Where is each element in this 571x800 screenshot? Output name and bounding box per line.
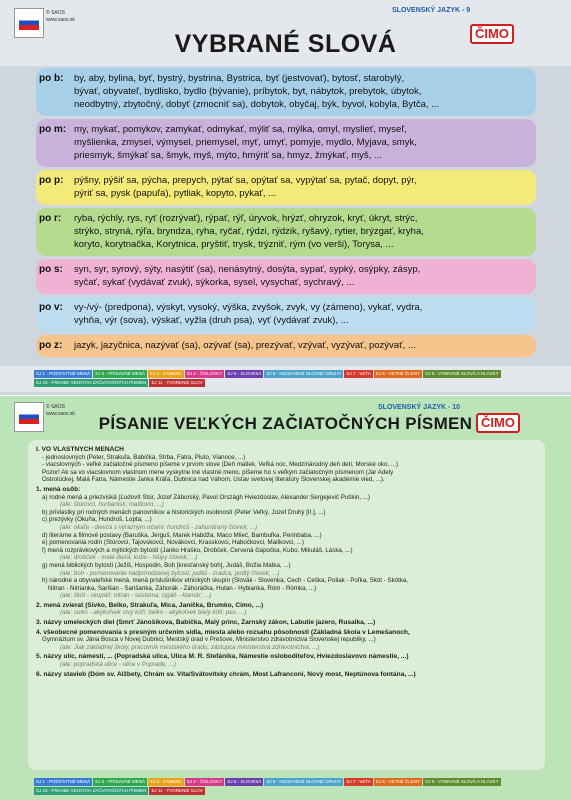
rules-panel [28,440,545,770]
series-link[interactable]: SJ 4 - ČÍSLOVKY [186,371,223,376]
logo-line: www.saos.sk [46,17,75,23]
series-bar [34,379,554,387]
word-line: neodbytný, zbytočný, dobyť (zmocniť sa), dobytok, obyčaj, býk, byvol, kobyla, Bytča, ... [74,99,440,110]
series-link[interactable]: SJ 3 - ZÁMENÁ [150,779,182,784]
word-line: by, aby, bylina, byť, bystrý, bystrina, Bystrica, byť (jestvovať), bytosť, starobylý, [74,73,405,84]
word-line: pýšny, pýšiť sa, pýcha, prepych, pýtať sa, opýtať sa, vypýtať sa, pytač, dopyt, pýr, [74,175,417,186]
logo-line: © SAOS [46,10,65,16]
rule-line: Nitran - Nitrianka, Šarišan - Šarišanka, Záhorák - Záhoráčka, Hutan - Hybianka, Róm - Rómka, ...) [48,584,317,592]
subject-label: SLOVENSKÝ JAZYK - 10 [378,404,461,411]
rule-line: b) prívlastky pri rodných menách panovníkov a historických osobností (Peter Veľký, Jozef Druhý [II.], ...) [42,508,326,516]
word-line: pýriť sa, pysk (papuľa), pytliak, kopyto, pykať, ... [74,188,277,199]
card-footer [0,366,571,392]
rule-line: Gymnázium sv. Jána Bosca v Novej Dubnici, Mestský úrad v Prešove, Ministerstvo zdravotníctva Slovenskej republiky, ...) [42,636,376,644]
word-line: bývať, obyvateľ, bydlisko, bydlo (bývanie), príbytok, byt, nábytok, prebytok, úbytok, [74,86,422,97]
card-pisanie-velkych-pismen [0,396,571,800]
rule-heading: 5. názvy ulíc, námestí, ... (Popradská ulica, Ulica M. R. Štefánika, Námestie osloboditeľov, Hviezdoslavovo námestie, ...) [36,653,409,661]
logo-caption [46,10,75,24]
series-link[interactable]: SJ 2 - PRÍDAVNÉ MENÁ [95,371,146,376]
row-words [72,68,536,116]
word-group-row [36,297,536,332]
series-link[interactable]: SJ 10 - PÍSANIE VEĽKÝCH ZAČIATOČNÝCH PÍSMEN [36,788,147,793]
series-link[interactable]: SJ 7 - VETA [346,371,371,376]
word-group-row [36,68,536,116]
card-header [0,0,571,66]
series-link[interactable]: SJ 8 - VETNÉ ČLENY [375,371,421,376]
word-line: priesmyk, šmýkať sa, šmyk, myš, mýto, hmýriť sa, hmyz, žmýkať, myš, ... [74,150,382,161]
row-words [72,208,536,256]
series-link[interactable]: SJ 8 - VETNÉ ČLENY [375,779,421,784]
series-link[interactable]: SJ 1 - PODSTATNÉ MENÁ [36,371,91,376]
rule-line: f) mená rozprávkových a mýtických bytostí (Janko Hraško, Drobček, Červená čiapočka, Kubo, Mikuláš, Láska, ...) [42,546,353,554]
rule-heading: 3. názvy umeleckých diel (Smrť Jánošíkova, Babička, Malý princ, Žarnský zákon, Labutie jazero, Rusalka, ...) [36,619,376,627]
card-vybrane-slova [0,0,571,395]
row-label: po m: [39,124,67,135]
rule-exception: (ale: boh - pomenovanie nadprirodzenej bytosti; judáš - zradca, podlý človek; ...) [60,569,280,577]
series-link[interactable]: SJ 3 - ZÁMENÁ [150,371,182,376]
word-line: myšlienka, zmysel, výmysel, priemysel, myť, umyť, pomyje, mydlo, Myjava, smyk, [74,137,417,148]
rule-line: a) rodné mená a priezviská (Ľudovít Štúr, Jozef Záborský, Pavol Országh Hviezdoslav, Alexander Sergejevič Puškin, ...) [42,493,370,501]
page-title: VYBRANÉ SLOVÁ [174,30,397,58]
series-link[interactable]: SJ 9 - VYBRANÉ SLOVÁ A HLÁSKY [425,779,499,784]
rule-line: - jednoslovných (Peter, Strakuľa, Babička, Štrba, Fatra, Pluto, Vianoce, ...) [42,453,246,461]
cimo-logo: ČIMO [476,413,520,433]
word-line: my, mykať, pomykov, zamykať, odmykať, mýliť sa, mýlka, omyl, myslieť, myseľ, [74,124,407,135]
word-line: ryba, rýchly, rys, ryť (rozrývať), rýpať, rýľ, úryvok, hrýzť, ohryzok, kryť, úkryt, strýc, [74,213,418,224]
logo-line: © SAOS [46,404,65,410]
series-link[interactable]: SJ 1 - PODSTATNÉ MENÁ [36,779,91,784]
slovak-flag-icon [19,16,39,30]
word-line: vy-/vý- (predpona), výskyt, vysoký, výška, zvyšok, zvyk, vy (zámeno), vykať, vydra, [74,302,423,313]
rule-exception: (ale: drobček - malé dieťa; kubo - hlúpy človek; ...) [60,554,198,562]
series-link[interactable]: SJ 5 - SLOVESÁ [227,779,262,784]
rule-line: - viacslovných - veľké začiatočné písmeno píšeme v prvom slove (Deň matiek, Veľká noc, Medzinárodný deň detí, Morské oko, ...) [42,461,399,469]
word-line: syčať, sykať (vydávať zvuk), sýkorka, sysel, vysychať, sychravý, ... [74,277,355,288]
rule-line: h) národné a obyvateľské mená, mená príslušníkov etnických skupín (Slovák - Slovenka, Čech - Češka, Poliak - Poľka, Škót - Škótka, [42,577,409,585]
rule-heading: 4. všeobecné pomenovania s presným určením sídla, miesta alebo rozsahu pôsobnosti (Základná škola v Lemešanoch, [36,628,410,636]
word-line: vyhňa, výr (sova), výskať, vyžla (druh psa), vyť (vydávať zvuk), ... [74,315,349,326]
rule-exception: (ale: popradská ulice - ulice v Poprade, ...) [60,661,176,669]
subject-label: SLOVENSKÝ JAZYK - 9 [392,7,471,14]
cimo-logo: ČIMO [470,24,514,44]
row-label: po b: [39,73,64,84]
row-words [72,297,536,332]
row-words [72,335,536,357]
row-label: po v: [39,302,63,313]
rule-line: Ostrolúckej, Malá Fatra, Námestie Janka Kráľa, Dubnica nad Váhom, Ústav svetovej literatúry Slovenskej akadémie vied, ...). [42,476,385,484]
card-footer [0,776,571,800]
series-link[interactable]: SJ 11 - TVORENIE SLOV [151,788,203,793]
word-group-row [36,208,536,256]
series-link[interactable]: SJ 9 - VYBRANÉ SLOVÁ A HLÁSKY [425,371,499,376]
series-bar [34,370,554,378]
word-line: jazyk, jazyčnica, nazývať (sa), ozývať (sa), prezývať, vzývať, vyzývať, pozývať, ... [74,340,416,351]
word-line: syn, syr, syrový, sýty, nasýtiť (sa), nenásytný, dosýta, sypať, sypký, osýpky, zásyp, [74,264,421,275]
series-link[interactable]: SJ 6 - NEOHYBNÉ SLOVNÉ DRUHY [266,779,342,784]
rule-line: c) prezývky (Okuňa, Hundroš, Lopta, ...) [42,516,152,524]
row-words [72,259,536,294]
row-label: po r: [39,213,62,224]
rule-exception: (ale: štúrovci, hurbanisti, mattiovci, ...) [60,501,164,509]
row-words [72,119,536,167]
series-link[interactable]: SJ 6 - NEOHYBNÉ SLOVNÉ DRUHY [266,371,342,376]
rule-exception: (ale: okaľa - dievča s výrazným očami; hundroš - zahundraný človek; ...) [60,523,258,531]
series-link[interactable]: SJ 7 - VETA [346,779,371,784]
series-link[interactable]: SJ 10 - PÍSANIE VEĽKÝCH ZAČIATOČNÝCH PÍSMEN [36,380,147,385]
rule-heading: 2. mená zvierat (Sivko, Belko, Strakuľa, Mica, Janíčka, Brumko, Čimo, ...) [36,601,264,609]
word-group-row [36,335,536,357]
rule-exception: (ale: sivko - akýkoľvek sivý kôň; belko - akýkoľvek biely kôň; pes, ...) [60,609,247,617]
page-title: PÍSANIE VEĽKÝCH ZAČIATOČNÝCH PÍSMEN [98,414,473,433]
rule-line: d) literárne a filmové postavy (Baruška, Jerguš, Marek Habdža, Maco Mlieč, Bambuľka, Perinbaba, ...) [42,531,322,539]
series-link[interactable]: SJ 11 - TVORENIE SLOV [151,380,203,385]
rule-heading: I. VO VLASTNÝCH MENÁCH [36,446,124,453]
word-group-row [36,170,536,205]
row-words [72,170,536,205]
word-line: strýko, stryná, rýľa, bryndza, ryha, ryčať, rýdzi, rýdzik, ryšavý, rytier, brýzgať, kryha, [74,226,424,237]
series-link[interactable]: SJ 5 - SLOVESÁ [227,371,262,376]
rule-heading: 6. názvy stavieb (Dóm sv. Alžbety, Chrám sv. Víta/Svätovítsky chrám, Most Lafranconi, Nový most, Neptúnova fontána, ...) [36,670,416,678]
series-bar [34,778,554,786]
series-link[interactable]: SJ 2 - PRÍDAVNÉ MENÁ [95,779,146,784]
row-label: po s: [39,264,63,275]
logo-line: www.saos.sk [46,411,75,417]
rule-line: g) mená biblických bytostí (Ježiš, Hospodin, Boh [kresťanský boh], Judáš, Božia Matka, ...) [42,561,291,569]
rule-exception: (ale: škót - skupáň; nitran - sústema; cigáň - klamár; ...) [60,592,212,600]
series-bar [34,787,554,795]
series-link[interactable]: SJ 4 - ČÍSLOVKY [186,779,223,784]
rule-line: Pozor! Ak sa vo viacslovnom vlastnom mene vyskytne iné vlastné meno, píšeme ho s veľkým začiatočným písmenom (Jar Adely [42,468,394,476]
row-label: po p: [39,175,64,186]
row-label: po z: [39,340,63,351]
word-line: koryto, korytnačka, Korytnica, pryštiť, trysk, trýzniť, rým (vo verši), Torysa, ... [74,239,394,250]
word-group-row [36,119,536,167]
rule-heading: 1. mená osôb: [36,485,81,493]
rule-line: e) pomenovania rodín (Štúrovci, Tajovskovci, Novákovci, Krasskovci, Habočkovci, Malíkovci, ...) [42,539,304,547]
rule-exception: (ale: Jiak základnej školy, pracovník mestského úradu, zástupca ministerstva zdravotníctva, ...) [60,643,320,651]
word-group-row [36,259,536,294]
